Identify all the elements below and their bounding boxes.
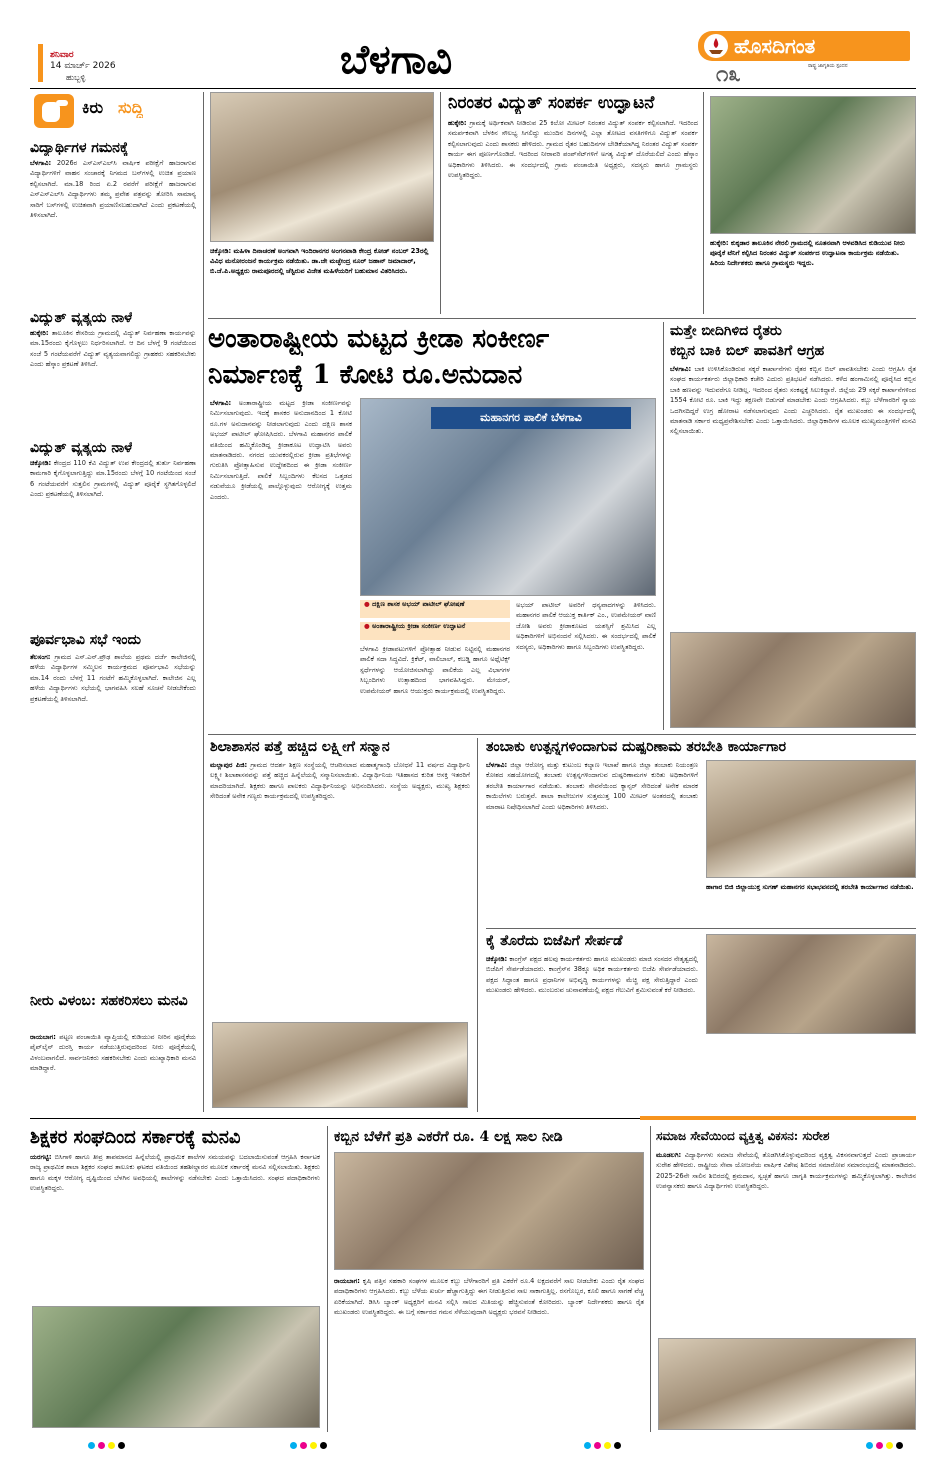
sports-photo-label2-text: ಅಂತಾರಾಷ್ಟ್ರೀಯ ಕ್ರೀಡಾ ಸಂಕೀರ್ಣ ಉದ್ಘಾಟನೆ <box>372 622 466 630</box>
masthead-city: ಹುಬ್ಬಳ್ಳಿ <box>66 73 86 82</box>
registration-dot <box>118 1442 125 1449</box>
column-rule <box>440 92 441 314</box>
column-rule <box>203 92 204 1112</box>
brief-dateline: ಹುಕ್ಕೇರಿ: <box>30 329 49 337</box>
brief-body <box>30 328 196 434</box>
registration-dot <box>98 1442 105 1449</box>
brief-body <box>30 652 196 982</box>
students-photo <box>212 1022 468 1108</box>
brief-title: ವಿದ್ಯಾರ್ಥಿಗಳ ಗಮನಕ್ಕೆ <box>30 140 129 156</box>
teachers-headline: ಶಿಕ್ಷಕರ ಸಂಘದಿಂದ ಸರ್ಕಾರಕ್ಕೆ ಮನವಿ <box>30 1127 241 1148</box>
masthead-day: ಶನಿವಾರ <box>50 50 74 60</box>
nss-camp-photo <box>658 1338 916 1430</box>
sports-photo <box>360 398 656 596</box>
bjp-body-cont <box>706 1038 916 1110</box>
loan-memo-photo <box>334 1152 644 1270</box>
sports-body-col2: ಬೆಳಗಾವಿ ಕ್ರೀಡಾಪಟುಗಳಿಗೆ ಪ್ರೋತ್ಸಾಹ ನೀಡುವ ನಿಟ್ಟಿನಲ್ಲಿ ಮಹಾನಗರ ಪಾಲಿಕೆ ಸದಾ ಸಿದ್ಧವಿದೆ. ಕ್ರಿಕೆಟ್, ವಾಲಿಬಾಲ್, ಕಬಡ್ಡಿ ಹಾಗೂ ಅಥ್ಲೆಟಿಕ್ಸ್ ಸ್ಪರ್ಧೆಗಳನ್ನು ಆಯೋಜಿಸಲಾಗಿದ್ದು ಪಾಲಿಕೆಯ ಎಲ್ಲ ವಿಭಾಗಗಳ ಸಿಬ್ಬಂದಿಗಳು ಉತ್ಸಾಹದಿಂದ ಭಾಗವಹಿಸಿದ್ದರು. ಮೇಯರ್, ಉಪಮೇಯರ್ ಹಾಗೂ ಆಯುಕ್ತರು ಕಾರ್ಯಕ್ರಮದಲ್ಲಿ ಉಪಸ್ಥಿತರಿದ್ದರು. <box>360 645 510 695</box>
section-rule <box>30 1118 640 1119</box>
brief-text: ಪಟ್ಟಣ ಪಂಚಾಯಿತಿ ವ್ಯಾಪ್ತಿಯಲ್ಲಿ ಕುಡಿಯುವ ನೀರಿನ ಪೂರೈಕೆಯ ಪೈಪ್‌ಲೈನ್ ದುರಸ್ತಿ ಕಾರ್ಯ ನಡೆಯುತ್ತಿರುವುದರಿಂದ ನೀರು ಪೂರೈಕೆಯಲ್ಲಿ ವಿಳಂಬವಾಗಲಿದೆ. ಸಾರ್ವಜನಿಕರು ಸಹಕರಿಸಬೇಕು ಎಂದು ಮುಖ್ಯಾಧಿಕಾರಿ ಮನವಿ ಮಾಡಿದ್ದಾರೆ. <box>30 1033 196 1073</box>
registration-dot <box>896 1442 903 1449</box>
column-rule <box>663 322 664 730</box>
service-headline: ಸಮಾಜ ಸೇವೆಯಿಂದ ವ್ಯಕ್ತಿತ್ವ ವಿಕಸನ: ಸುರೇಶ <box>656 1129 830 1143</box>
bullet-icon: ● <box>364 622 373 630</box>
paper-logo <box>698 31 910 85</box>
registration-marks <box>866 1442 903 1449</box>
farmers-headline-line2: ಕಬ್ಬಿನ ಬಾಕಿ ಬಿಲ್ ಪಾವತಿಗೆ ಆಗ್ರಹ <box>670 343 825 359</box>
brief-body <box>30 458 196 626</box>
paper-tagline: ರಾಷ್ಟ್ರ ಜಾಗೃತಿಯ ಸ್ಪಂದನ <box>808 63 848 69</box>
electricity-body <box>448 118 698 314</box>
teachers-dateline: ಯರಗಟ್ಟಿ: <box>30 1153 52 1161</box>
brief-title: ಪೂರ್ವಭಾವಿ ಸಭೆ ಇಂದು <box>30 632 141 648</box>
registration-dot <box>320 1442 327 1449</box>
inauguration-photo-caption: ಹುಕ್ಕೇರಿ: ಕುಕ್ಕಡಾರ ತಾಲೂಕಿನ ನೇರಲಿ ಗ್ರಾಮದಲ್ಲಿ ನೂತನವಾಗಿ ಆಳವಡಿಸಿದ ಕುಡಿಯುವ ನೀರು ಪೂರೈಕೆ ಟೆನಿಗೆ ಕಲ್ಪಿಸಿದ ನಿರಂತರ ವಿದ್ಯುತ್ ಸಂಪರ್ಕದ ಉದ್ಘಾಟನಾ ಕಾರ್ಯಕ್ರಮ ನಡೆಯಿತು. ಹಿರಿಯ ನಿರ್ದೇಶಕರು ಹಾಗೂ ಗ್ರಾಮಸ್ಥರು ಇದ್ದರು. <box>710 239 905 267</box>
sports-text: ಅಂತಾರಾಷ್ಟ್ರೀಯ ಮಟ್ಟದ ಕ್ರೀಡಾ ಸಂಕೀರ್ಣವನ್ನು ನಿರ್ಮಿಸಲಾಗುವುದು. ಇದಕ್ಕೆ ಶಾಸಕರ ಅನುದಾನದಿಂದ 1 ಕೋಟಿ ರೂ.ಗಳ ಅನುದಾನವನ್ನು ನೀಡಲಾಗುವುದು ಎಂದು ದಕ್ಷಿಣ ಶಾಸಕ ಅಭಯ್ ಪಾಟೀಲ್ ಘೋಷಿಸಿದರು. ಬೆಳಗಾವಿ ಮಹಾನಗರ ಪಾಲಿಕೆ ವತಿಯಿಂದ ಹಮ್ಮಿಕೊಂಡಿದ್ದ ಕ್ರೀಡಾಕೂಟ ಉದ್ಘಾಟಿಸಿ ಅವರು ಮಾತನಾಡಿದರು. ನಗರದ ಯುವಕರಲ್ಲಿರುವ ಕ್ರೀಡಾ ಪ್ರತಿಭೆಗಳನ್ನು ಗುರುತಿಸಿ ಪ್ರೋತ್ಸಾಹಿಸುವ ಉದ್ದೇಶದಿಂದ ಈ ಕ್ರೀಡಾ ಸಂಕೀರ್ಣ ನಿರ್ಮಿಸಲಾಗುತ್ತಿದೆ. ಪಾಲಿಕೆ ಸಿಬ್ಬಂದಿಗಳು ಕೆಲಸದ ಒತ್ತಡದ ನಡುವೆಯೂ ಕ್ರೀಡೆಯಲ್ಲಿ ಪಾಲ್ಗೊಳ್ಳುವುದು ಆರೋಗ್ಯಕ್ಕೆ ಉತ್ತಮ ಎಂದರು. <box>210 399 352 501</box>
registration-marks <box>584 1442 621 1449</box>
loan-body <box>334 1276 644 1430</box>
registration-dot <box>88 1442 95 1449</box>
brief-title: ವಿದ್ಯುತ್ ವ್ಯತ್ಯಯ ನಾಳೆ <box>30 310 133 326</box>
section-rule <box>486 928 916 929</box>
inscription-dateline: ಮಲ್ಲಾಪುರ ಪಿಜಿ: <box>210 761 248 769</box>
teachers-body <box>30 1152 320 1302</box>
tobacco-text: ಜಿಲ್ಲಾ ಆರೋಗ್ಯ ಮತ್ತು ಕುಟುಂಬ ಕಲ್ಯಾಣ ಇಲಾಖೆ ಹಾಗೂ ಜಿಲ್ಲಾ ತಂಬಾಕು ನಿಯಂತ್ರಣ ಕೋಶದ ಸಹಯೋಗದಲ್ಲಿ ತಂಬಾಕು ಉತ್ಪನ್ನಗಳಿಂದಾಗುವ ದುಷ್ಪರಿಣಾಮಗಳ ಕುರಿತು ಅಧಿಕಾರಿಗಳಿಗೆ ತರಬೇತಿ ಕಾರ್ಯಾಗಾರ ನಡೆಯಿತು. ತಂಬಾಕು ಸೇವನೆಯಿಂದ ಕ್ಯಾನ್ಸರ್ ಸೇರಿದಂತೆ ಅನೇಕ ಮಾರಕ ಕಾಯಿಲೆಗಳು ಬರುತ್ತವೆ. ಶಾಲಾ ಕಾಲೇಜುಗಳ ಸುತ್ತಮುತ್ತ 100 ಮೀಟರ್ ಅಂತರದಲ್ಲಿ ತಂಬಾಕು ಮಾರಾಟ ನಿಷೇಧಿಸಲಾಗಿದೆ ಎಂದು ಅಧಿಕಾರಿಗಳು ತಿಳಿಸಿದರು. <box>486 761 698 811</box>
brief-label <box>30 92 196 130</box>
section-title: ಬೆಳಗಾವಿ <box>340 36 453 83</box>
sports-photo-label2 <box>360 622 510 640</box>
farmers-dateline: ಬೆಳಗಾವಿ: <box>670 365 692 373</box>
brief-title: ವಿದ್ಯುತ್ ವ್ಯತ್ಯಯ ನಾಳೆ <box>30 440 133 456</box>
registration-dot <box>866 1442 873 1449</box>
bjp-text: ಕಾಂಗ್ರೆಸ್ ಪಕ್ಷದ ಹಲವು ಕಾರ್ಯಕರ್ತರು ಹಾಗೂ ಮುಖಂಡರು ಮಾಜಿ ಸಂಸದರ ನೇತೃತ್ವದಲ್ಲಿ ಬಿಜೆಪಿಗೆ ಸೇರ್ಪಡೆಯಾದರು. ಕಾಂಗ್ರೆಸ್‌ನ 38ಕ್ಕೂ ಅಧಿಕ ಕಾರ್ಯಕರ್ತರು ಬಿಜೆಪಿ ಸೇರ್ಪಡೆಯಾದರು. ಪಕ್ಷದ ಸಿದ್ಧಾಂತ ಹಾಗೂ ಪ್ರಧಾನಿಗಳ ಅಭಿವೃದ್ಧಿ ಕಾರ್ಯಗಳನ್ನು ಮೆಚ್ಚಿ ಪಕ್ಷ ಸೇರುತ್ತಿದ್ದಾರೆ ಎಂದು ಮುಖಂಡರು ಹೇಳಿದರು. ಮುಂಬರುವ ಚುನಾವಣೆಯಲ್ಲಿ ಪಕ್ಷದ ಗೆಲುವಿಗೆ ಶ್ರಮಿಸುವಂತೆ ಕರೆ ನೀಡಿದರು. <box>486 955 698 995</box>
brief-dateline: ರಾಯಬಾಗ: <box>30 1033 56 1041</box>
pointing-hand-icon <box>34 94 74 128</box>
registration-dot <box>876 1442 883 1449</box>
electricity-dateline: ಹುಕ್ಕೇರಿ: <box>448 119 467 127</box>
column-rule <box>703 92 704 314</box>
brief-dateline: ಬೆಳಗಾವಿ: <box>30 159 52 167</box>
bjp-body <box>486 954 698 1110</box>
brief-dateline: ತೆಲಸಂಗ: <box>30 653 51 661</box>
brief-text: ತಾಲೂಕಿನ ಕೇಸರಿಯ ಗ್ರಾಮದಲ್ಲಿ ವಿದ್ಯುತ್ ನಿರ್ವಹಣಾ ಕಾರ್ಯವನ್ನು ಮಾ.15ರಂದು ಕೈಗೊಳ್ಳಲು ನಿರ್ಧರಿಸಲಾಗಿದೆ. ಆ ದಿನ ಬೆಳಗ್ಗೆ 9 ಗಂಟೆಯಿಂದ ಸಂಜೆ 5 ಗಂಟೆಯವರೆಗೆ ವಿದ್ಯುತ್ ವ್ಯತ್ಯಯವಾಗಲಿದ್ದು ಗ್ರಾಹಕರು ಸಹಕರಿಸಬೇಕು ಎಂದು ಹೆಸ್ಕಾಂ ಪ್ರಕಟಣೆ ತಿಳಿಸಿದೆ. <box>30 329 196 369</box>
inscription-body <box>210 760 470 1016</box>
farmers-text: ಬಾಕಿ ಉಳಿಸಿಕೊಂಡಿರುವ ಸಕ್ಕರೆ ಕಾರ್ಖಾನೆಗಳು ರೈತರ ಕಬ್ಬಿನ ಬಿಲ್ ಪಾವತಿಸಬೇಕು ಎಂದು ಆಗ್ರಹಿಸಿ ರೈತ ಸಂಘದ ಕಾರ್ಯಕರ್ತರು ಜಿಲ್ಲಾಧಿಕಾರಿ ಕಚೇರಿ ಎದುರು ಪ್ರತಿಭಟನೆ ನಡೆಸಿದರು. ಕಳೆದ ಹಂಗಾಮಿನಲ್ಲಿ ಪೂರೈಸಿದ ಕಬ್ಬಿನ ಬಾಕಿ ಹಣವನ್ನು ಇದುವರೆಗೂ ನೀಡಿಲ್ಲ. ಇದರಿಂದ ರೈತರು ಸಂಕಷ್ಟಕ್ಕೆ ಸಿಲುಕಿದ್ದಾರೆ. ಜಿಲ್ಲೆಯ 29 ಸಕ್ಕರೆ ಕಾರ್ಖಾನೆಗಳಿಂದ 1554 ಕೋಟಿ ರೂ. ಬಾಕಿ ಇದ್ದು ತಕ್ಷಣವೇ ಬಿಡುಗಡೆ ಮಾಡಬೇಕು ಎಂದು ಆಗ್ರಹಿಸಿದರು. ಕಬ್ಬು ಬೆಳೆಗಾರರಿಗೆ ನ್ಯಾಯ ಒದಗಿಸದಿದ್ದರೆ ಉಗ್ರ ಹೋರಾಟ ನಡೆಸಲಾಗುವುದು ಎಂದು ಎಚ್ಚರಿಸಿದರು. ರೈತ ಮುಖಂಡರು ಈ ಸಂದರ್ಭದಲ್ಲಿ ಮಾತನಾಡಿ ಸರ್ಕಾರ ಮಧ್ಯಪ್ರವೇಶಿಸಬೇಕು ಎಂದು ಒತ್ತಾಯಿಸಿದರು. ಜಿಲ್ಲಾಧಿಕಾರಿಗಳ ಮೂಲಕ ಮುಖ್ಯಮಂತ್ರಿಗಳಿಗೆ ಮನವಿ ಸಲ್ಲಿಸಲಾಯಿತು. <box>670 365 916 436</box>
paper-name: ಹೊಸದಿಗಂತ <box>734 34 816 58</box>
brief-dateline: ಚಿಕ್ಕೋಡಿ: <box>30 459 52 467</box>
brief-title: ನೀರು ವಿಳಂಬ: ಸಹಕರಿಸಲು ಮನವಿ <box>30 993 188 1009</box>
brief-body <box>30 158 196 304</box>
electricity-text: ಗ್ರಾಮಕ್ಕೆ ಅರ್ಥಿಕವಾಗಿ ನೀಡಿರುವ 25 ಕಿಲೋ ಮೀಟರ್ ನಿರಂತರ ವಿದ್ಯುತ್ ಸಂಪರ್ಕ ಕಲ್ಪಿಸಲಾಗಿದೆ. ಇದರಿಂದ ಸಮರ್ಪಕವಾಗಿ ಬೆಳಕಿನ ಸೌಲಭ್ಯ ಸಿಗಲಿದ್ದು ಮುಂದಿನ ದಿನಗಳಲ್ಲಿ ಎಲ್ಲಾ ತೋಟದ ವಸತಿಗಳಿಗೂ ವಿದ್ಯುತ್ ಸಂಪರ್ಕ ಕಲ್ಪಿಸಲಾಗುವುದು ಎಂದು ಶಾಸಕರು ಹೇಳಿದರು. ಗ್ರಾಮದ ರೈತರ ಬಹುದಿನಗಳ ಬೇಡಿಕೆಯಾಗಿದ್ದ ನಿರಂತರ ವಿದ್ಯುತ್ ಸಂಪರ್ಕ ಕಾರ್ಯ ಈಗ ಪೂರ್ಣಗೊಂಡಿದೆ. ಇದರಿಂದ ನೀರಾವರಿ ಪಂಪ್‌ಸೆಟ್‌ಗಳಿಗೆ ಅಗತ್ಯ ವಿದ್ಯುತ್ ದೊರೆಯಲಿದೆ ಎಂದು ಹೆಸ್ಕಾಂ ಅಧಿಕಾರಿಗಳು ತಿಳಿಸಿದರು. ಈ ಸಂದರ್ಭದಲ್ಲಿ ಗ್ರಾಮ ಪಂಚಾಯಿತಿ ಅಧ್ಯಕ್ಷರು, ಸದಸ್ಯರು ಹಾಗೂ ಗ್ರಾಮಸ್ಥರು ಉಪಸ್ಥಿತರಿದ್ದರು. <box>448 119 698 180</box>
registration-dot <box>886 1442 893 1449</box>
loan-text: ಕೃಷಿ ಪತ್ತಿನ ಸಹಕಾರಿ ಸಂಘಗಳ ಮೂಲಕ ಕಬ್ಬು ಬೆಳೆಗಾರರಿಗೆ ಪ್ರತಿ ಎಕರೆಗೆ ರೂ.4 ಲಕ್ಷದವರೆಗೆ ಸಾಲ ನೀಡಬೇಕು ಎಂದು ರೈತ ಸಂಘದ ಪದಾಧಿಕಾರಿಗಳು ಆಗ್ರಹಿಸಿದರು. ಕಬ್ಬು ಬೆಳೆಯ ಖರ್ಚು ಹೆಚ್ಚಾಗುತ್ತಿದ್ದು ಈಗ ನೀಡುತ್ತಿರುವ ಸಾಲ ಸಾಕಾಗುತ್ತಿಲ್ಲ. ರಸಗೊಬ್ಬರ, ಕೂಲಿ ಹಾಗೂ ಸಾಗಣೆ ವೆಚ್ಚ ಏರಿಕೆಯಾಗಿದೆ. ಡಿಸಿಸಿ ಬ್ಯಾಂಕ್ ಅಧ್ಯಕ್ಷರಿಗೆ ಮನವಿ ಸಲ್ಲಿಸಿ ಸಾಲದ ಮಿತಿಯನ್ನು ಹೆಚ್ಚಿಸುವಂತೆ ಕೋರಿದರು. ಬ್ಯಾಂಕ್ ನಿರ್ದೇಶಕರು ಹಾಗೂ ರೈತ ಮುಖಂಡರು ಉಪಸ್ಥಿತರಿದ್ದರು. ಈ ಬಗ್ಗೆ ಸರ್ಕಾರದ ಗಮನ ಸೆಳೆಯುವುದಾಗಿ ಅಧ್ಯಕ್ಷರು ಭರವಸೆ ನೀಡಿದರು. <box>334 1277 644 1317</box>
inauguration-photo <box>710 96 916 234</box>
loan-dateline: ರಾಯಬಾಗ: <box>334 1277 360 1285</box>
registration-dot <box>614 1442 621 1449</box>
teachers-text: ಬಿಸಿಗಾಳಿ ಹಾಗೂ ತೀವ್ರ ತಾಪಮಾನದ ಹಿನ್ನೆಲೆಯಲ್ಲಿ ಪ್ರಾಥಮಿಕ ಶಾಲೆಗಳ ಸಮಯವನ್ನು ಬದಲಾಯಿಸುವಂತೆ ಆಗ್ರಹಿಸಿ ಕರ್ನಾಟಕ ರಾಜ್ಯ ಪ್ರಾಥಮಿಕ ಶಾಲಾ ಶಿಕ್ಷಕರ ಸಂಘದ ತಾಲೂಕು ಘಟಕದ ವತಿಯಿಂದ ತಹಶೀಲ್ದಾರರ ಮೂಲಕ ಸರ್ಕಾರಕ್ಕೆ ಮನವಿ ಸಲ್ಲಿಸಲಾಯಿತು. ಶಿಕ್ಷಕರು ಹಾಗೂ ಮಕ್ಕಳ ಆರೋಗ್ಯ ದೃಷ್ಟಿಯಿಂದ ಬೆಳಗಿನ ಅವಧಿಯಲ್ಲಿ ಶಾಲೆಗಳನ್ನು ನಡೆಸಬೇಕು ಎಂದು ಒತ್ತಾಯಿಸಿದರು. ಸಂಘದ ಪದಾಧಿಕಾರಿಗಳು ಉಪಸ್ಥಿತರಿದ್ದರು. <box>30 1153 320 1193</box>
workshop-photo-caption: ಹಾಗಾರ ಬಿಜಿ ಜಿಲ್ಲಾಯುಕ್ತ ಸುಗಣ್ ಮಹಾನಗರ ಸಭಾಭವನದಲ್ಲಿ ತರಬೇತಿ ಕಾರ್ಯಾಗಾರ ನಡೆಯಿತು. <box>706 883 914 891</box>
brief-label-a: ಕಿರು <box>82 98 104 117</box>
sports-body-col3: ಅಭಯ್ ಪಾಟೀಲ್ ಅವರಿಗೆ ಧನ್ಯವಾದಗಳನ್ನು ತಿಳಿಸಿದರು. ಮಹಾನಗರ ಪಾಲಿಕೆ ಆಯುಕ್ತ ಕಾರ್ತಿಕ್ ಎಂ., ಉಪಮೇಯರ್ ವಾಣಿ ಜೋಶಿ ಅವರು ಕ್ರೀಡಾಕೂಟದ ಯಶಸ್ಸಿಗೆ ಶ್ರಮಿಸಿದ ಎಲ್ಲ ಅಧಿಕಾರಿಗಳಿಗೆ ಅಭಿನಂದನೆ ಸಲ್ಲಿಸಿದರು. ಈ ಸಂದರ್ಭದಲ್ಲಿ ಪಾಲಿಕೆ ಸದಸ್ಯರು, ಅಧಿಕಾರಿಗಳು ಹಾಗೂ ಸಿಬ್ಬಂದಿಗಳು ಉಪಸ್ಥಿತರಿದ್ದರು. <box>516 601 656 651</box>
sports-photo-banner: ಮಹಾನಗರ ಪಾಲಿಕೆ ಬೆಳಗಾವಿ <box>431 407 631 429</box>
registration-marks <box>88 1442 125 1449</box>
service-body <box>656 1150 916 1334</box>
inscription-text: ಗ್ರಾಮದ ಆದರ್ಶ ಶಿಕ್ಷಣ ಸಂಸ್ಥೆಯಲ್ಲಿ ಆಚರಿಸಲಾದ ಮಹಾತ್ಮಗಾಂಧಿ ಬೋಧನೆ 11 ವರ್ಷದ ವಿದ್ಯಾರ್ಥಿನಿ ಲಕ್ಷ್ಮೀ ಶಿಲಾಶಾಸನವನ್ನು ಪತ್ತೆ ಹಚ್ಚಿದ ಹಿನ್ನೆಲೆಯಲ್ಲಿ ಸನ್ಮಾನಿಸಲಾಯಿತು. ವಿದ್ಯಾರ್ಥಿನಿಯ ಇತಿಹಾಸದ ಕುರಿತ ಆಸಕ್ತಿ ಇತರರಿಗೆ ಮಾದರಿಯಾಗಿದೆ. ಶಿಕ್ಷಕರು ಹಾಗೂ ಪಾಲಕರು ವಿದ್ಯಾರ್ಥಿನಿಯನ್ನು ಅಭಿನಂದಿಸಿದರು. ಸಂಸ್ಥೆಯ ಅಧ್ಯಕ್ಷರು, ಮುಖ್ಯ ಶಿಕ್ಷಕರು ಸೇರಿದಂತೆ ಅನೇಕ ಗಣ್ಯರು ಕಾರ್ಯಕ್ರಮದಲ್ಲಿ ಉಪಸ್ಥಿತರಿದ್ದರು. <box>210 761 470 801</box>
farmers-headline-line1: ಮತ್ತೇ ಬೀದಿಗಿಳಿದ ರೈತರು <box>670 323 782 339</box>
registration-dot <box>604 1442 611 1449</box>
masthead-date: 14 ಮಾರ್ಚ್ 2026 <box>50 61 116 71</box>
tobacco-dateline: ಬೆಳಗಾವಿ: <box>486 761 508 769</box>
registration-dot <box>594 1442 601 1449</box>
registration-dot <box>300 1442 307 1449</box>
electricity-headline: ನಿರಂತರ ವಿದ್ಯುತ್ ಸಂಪರ್ಕ ಉದ್ಘಾಟನೆ <box>448 93 655 113</box>
bjp-headline: ಕೈ ತೊರೆದು ಬಿಜೆಪಿಗೆ ಸೇರ್ಪಡೆ <box>486 933 623 949</box>
loan-headline: ಕಬ್ಬಿನ ಬೆಳೆಗೆ ಪ್ರತಿ ಎಕರೆಗೆ ರೂ. 4 ಲಕ್ಷ ಸಾಲ ನೀಡಿ <box>334 1129 563 1145</box>
brief-text: ಗ್ರಾಮದ ಎಸ್.ಎನ್.ಪ್ರೌಢ ಶಾಲೆಯ ಪ್ರಥಮ ದರ್ಜೆ ಕಾಲೇಜಿನಲ್ಲಿ ಹಳೆಯ ವಿದ್ಯಾರ್ಥಿಗಳ ಸಮ್ಮಿಲನ ಕಾರ್ಯಕ್ರಮದ ಪೂರ್ವಭಾವಿ ಸಭೆಯನ್ನು ಮಾ.14 ರಂದು ಬೆಳಗ್ಗೆ 11 ಗಂಟೆಗೆ ಹಮ್ಮಿಕೊಳ್ಳಲಾಗಿದೆ. ಕಾಲೇಜಿನ ಎಲ್ಲ ಹಳೆಯ ವಿದ್ಯಾರ್ಥಿಗಳು ಸಭೆಯಲ್ಲಿ ಭಾಗವಹಿಸಿ ಸಲಹೆ ಸೂಚನೆ ನೀಡಬೇಕೆಂದು ಪ್ರಕಟಣೆಯಲ್ಲಿ ತಿಳಿಸಲಾಗಿದೆ. <box>30 653 196 703</box>
event-photo <box>210 92 434 242</box>
sports-photo-label1 <box>360 600 510 618</box>
section-rule <box>208 318 916 319</box>
sports-dateline: ಬೆಳಗಾವಿ: <box>210 399 232 407</box>
page-number: ೧೩ <box>716 61 741 87</box>
teachers-photo <box>32 1306 320 1428</box>
farmers-body <box>670 364 916 626</box>
column-rule <box>477 738 478 1112</box>
masthead-rule <box>30 88 916 89</box>
service-dateline: ಮೂಡಲಗಿ: <box>656 1151 682 1159</box>
workshop-photo <box>706 760 916 878</box>
service-text: ವಿದ್ಯಾರ್ಥಿಗಳು ಸಮಾಜ ಸೇವೆಯಲ್ಲಿ ತೊಡಗಿಸಿಕೊಳ್ಳುವುದರಿಂದ ವ್ಯಕ್ತಿತ್ವ ವಿಕಸನವಾಗುತ್ತದೆ ಎಂದು ಪ್ರಾಚಾರ್ಯ ಸುರೇಶ ಹೇಳಿದರು. ರಾಷ್ಟ್ರೀಯ ಸೇವಾ ಯೋಜನೆಯ ವಾರ್ಷಿಕ ವಿಶೇಷ ಶಿಬಿರದ ಸಮಾರೋಪ ಸಮಾರಂಭದಲ್ಲಿ ಮಾತನಾಡಿದರು. 2025-26ನೇ ಸಾಲಿನ ಶಿಬಿರದಲ್ಲಿ ಶ್ರಮದಾನ, ಸ್ವಚ್ಛತೆ ಹಾಗೂ ಜಾಗೃತಿ ಕಾರ್ಯಕ್ರಮಗಳನ್ನು ಹಮ್ಮಿಕೊಳ್ಳಲಾಗಿತ್ತು. ಕಾಲೇಜಿನ ಉಪನ್ಯಾಸಕರು ಹಾಗೂ ವಿದ್ಯಾರ್ಥಿಗಳು ಉಪಸ್ಥಿತರಿದ್ದರು. <box>656 1151 916 1191</box>
lamp-icon <box>704 34 728 58</box>
sports-headline-line1: ಅಂತಾರಾಷ್ಟ್ರೀಯ ಮಟ್ಟದ ಕ್ರೀಡಾ ಸಂಕೀರ್ಣ <box>208 324 550 354</box>
bullet-icon: ● <box>364 600 373 608</box>
event-photo-caption: ಚಿಕ್ಕೋಡಿ: ಮಹಿಳಾ ದಿನಾಚರಣೆ ಅಂಗವಾಗಿ ಇಂದಿರಾನಗರ ಅಂಗನವಾಡಿ ಕೇಂದ್ರ ಕೋಡ್ ನಂಬರ್ 23ರಲ್ಲಿ ವಿವಿಧ ಮನೋರಂಜನೆ ಕಾರ್ಯಕ್ರಮ ನಡೆಯಿತು. ಡಾ.ಜೇ ಮಚ್ಛೇಂದ್ರ ನೂರ್ ಜಹಾನ್ ಜಮಾದಾರ್, ಬಿ.ಜೆ.ಪಿ.ಅಧ್ಯಕ್ಷರು ರಾಮಪೂರದಲ್ಲಿ ಚೆಸ್ಟಿರುವ ವಿಜೇತ ಮಹಿಳೆಯರಿಗೆ ಬಹುಮಾನ ವಿತರಿಸಿದರು. <box>210 247 429 275</box>
inscription-headline: ಶಿಲಾಶಾಸನ ಪತ್ತೆ ಹಚ್ಚಿದ ಲಕ್ಷ್ಮೀಗೆ ಸನ್ಮಾನ <box>210 739 390 755</box>
column-rule <box>327 1126 328 1432</box>
brief-column <box>30 92 196 1112</box>
sports-photo-label1-text: ದಕ್ಷಿಣ ಶಾಸಕ ಅಭಯ್ ಪಾಟೀಲ್ ಘೋಷಣೆ <box>372 600 465 608</box>
masthead-accent-bar <box>38 44 43 82</box>
registration-dot <box>310 1442 317 1449</box>
bjp-dateline: ಚಿಕ್ಕೋಡಿ: <box>486 955 508 963</box>
brief-label-badge <box>34 94 74 128</box>
tobacco-body <box>486 760 698 922</box>
masthead <box>0 0 945 86</box>
registration-dot <box>584 1442 591 1449</box>
sports-headline-line2: ನಿರ್ಮಾಣಕ್ಕೆ 1 ಕೋಟಿ ರೂ.ಅನುದಾನ <box>208 360 523 390</box>
column-rule <box>650 1126 651 1432</box>
registration-marks <box>290 1442 327 1449</box>
brief-text: 2026ರ ಎಸ್‌ಎಸ್‌ಎಲ್‌ಸಿ ವಾರ್ಷಿಕ ಪರೀಕ್ಷೆಗೆ ಹಾಜರಾಗುವ ವಿದ್ಯಾರ್ಥಿಗಳಿಗೆ ವಾಹನ ಸಂಚಾರಕ್ಕೆ ನಿಗಮದ ಬಸ್‌ಗಳಲ್ಲಿ ಉಚಿತ ಪ್ರಯಾಣ ಕಲ್ಪಿಸಲಾಗಿದೆ. ಮಾ.18 ರಿಂದ ಏ.2 ರವರೆಗೆ ಪರೀಕ್ಷೆಗೆ ಹಾಜರಾಗುವ ಎಸ್‌ಎಸ್‌ಎಲ್‌ಸಿ ವಿದ್ಯಾರ್ಥಿಗಳು ತಮ್ಮ ಪ್ರವೇಶ ಪತ್ರವನ್ನು ತೋರಿಸಿ ಸಾಮಾನ್ಯ ಸಾರಿಗೆ ಬಸ್‌ಗಳಲ್ಲಿ ಉಚಿತವಾಗಿ ಪ್ರಯಾಣಿಸಬಹುದಾಗಿದೆ ಎಂದು ಪ್ರಕಟಣೆಯಲ್ಲಿ ತಿಳಿಸಲಾಗಿದೆ. <box>30 159 196 220</box>
farmers-protest-photo <box>670 632 916 728</box>
section-accent-bar <box>640 1116 916 1120</box>
brief-label-b: ಸುದ್ದಿ <box>118 98 144 117</box>
section-rule <box>208 734 916 735</box>
tobacco-headline: ತಂಬಾಕು ಉತ್ಪನ್ನಗಳಿಂದಾಗುವ ದುಷ್ಪರಿಣಾಮ ತರಬೇತಿ ಕಾರ್ಯಾಗಾರ <box>486 739 787 755</box>
brief-body <box>30 1032 196 1112</box>
bjp-joining-photo <box>706 934 916 1034</box>
registration-dot <box>290 1442 297 1449</box>
brief-text: ಕೇಂದ್ರದ 110 ಕೆವಿ ವಿದ್ಯುತ್ ಉಪ ಕೇಂದ್ರದಲ್ಲಿ ತುರ್ತು ನಿರ್ವಹಣಾ ಕಾಮಗಾರಿ ಕೈಗೊಳ್ಳಲಾಗುತ್ತಿದ್ದು ಮಾ.15ರಂದು ಬೆಳಗ್ಗೆ 10 ಗಂಟೆಯಿಂದ ಸಂಜೆ 6 ಗಂಟೆಯವರೆಗೆ ಸುತ್ತಲಿನ ಗ್ರಾಮಗಳಲ್ಲಿ ವಿದ್ಯುತ್ ಪೂರೈಕೆ ಸ್ಥಗಿತಗೊಳ್ಳಲಿದೆ ಎಂದು ಪ್ರಕಟಣೆಯಲ್ಲಿ ತಿಳಿಸಲಾಗಿದೆ. <box>30 459 196 499</box>
registration-dot <box>108 1442 115 1449</box>
sports-body-col1 <box>210 398 352 728</box>
